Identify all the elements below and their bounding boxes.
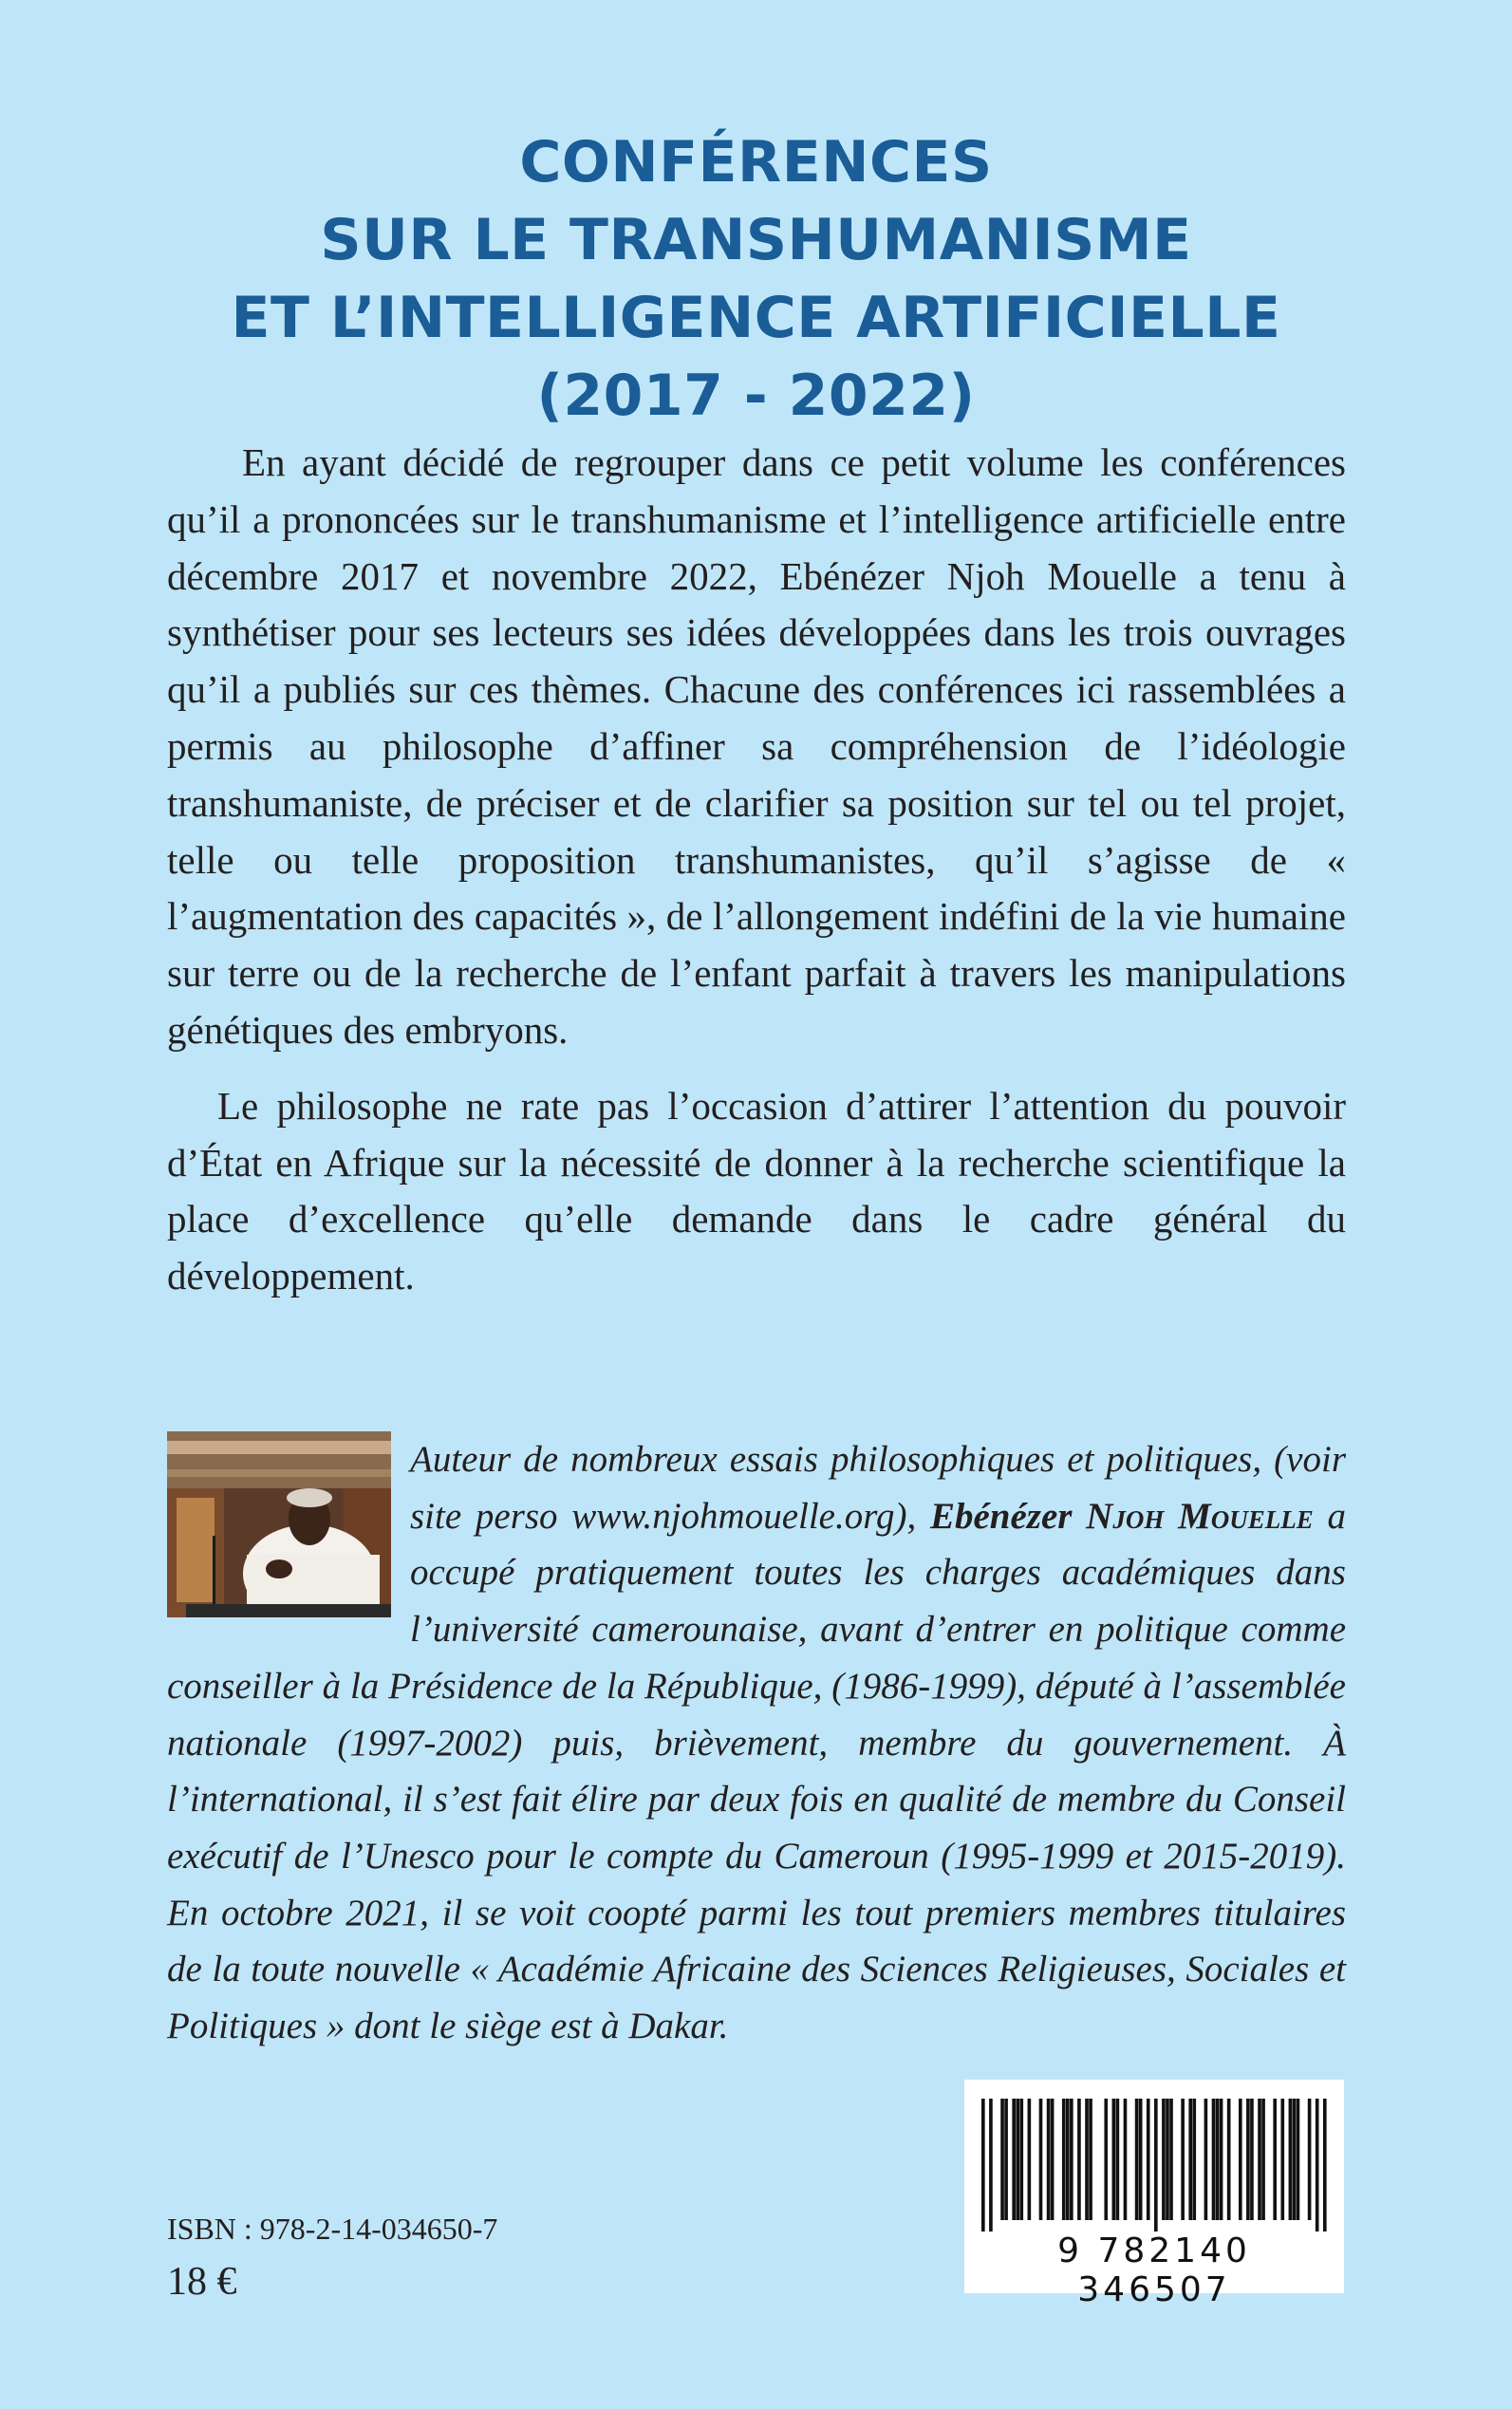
barcode-bar — [1188, 2099, 1192, 2220]
barcode-bar — [1116, 2099, 1120, 2220]
barcode-bar — [1204, 2099, 1208, 2220]
barcode-bar — [1004, 2099, 1008, 2220]
barcode-bar — [1089, 2099, 1092, 2220]
barcode-bar — [1066, 2099, 1070, 2220]
barcode-bar — [1135, 2099, 1139, 2220]
barcode-bar — [1250, 2099, 1254, 2220]
barcode-bar — [1070, 2099, 1073, 2220]
barcode-bar — [1289, 2099, 1293, 2220]
barcode-bar — [1166, 2099, 1169, 2220]
barcode-bar — [1000, 2099, 1004, 2220]
barcode-bar — [1104, 2099, 1108, 2220]
barcode-bar — [1316, 2099, 1319, 2232]
barcode-bar — [1192, 2099, 1196, 2220]
bio-text-before: Auteur de nombreux essais philosophiques et politiques, (voir site perso www.njohmouelle.org), — [410, 1439, 1346, 1537]
author-photo — [167, 1431, 391, 1617]
barcode-bar — [1216, 2099, 1220, 2220]
barcode-bar — [1261, 2099, 1265, 2220]
author-bio-section — [167, 1431, 1346, 2055]
barcode-bar — [1039, 2099, 1043, 2220]
barcode-bar — [1220, 2099, 1223, 2220]
barcode-bar — [1047, 2099, 1051, 2220]
barcode-bar — [1258, 2099, 1261, 2220]
barcode-bar — [981, 2099, 985, 2232]
barcode-bar — [1239, 2099, 1242, 2220]
price: 18 € — [167, 2260, 237, 2304]
barcode-bar — [1147, 2099, 1150, 2220]
title-line-4: (2017 - 2022) — [536, 363, 976, 429]
title-line-1: CONFÉRENCES — [519, 129, 993, 196]
summary-text — [167, 435, 1346, 1305]
barcode-bar — [1212, 2099, 1216, 2220]
book-title — [0, 123, 1512, 435]
barcode-bar — [1028, 2099, 1032, 2220]
barcode-bar — [1181, 2099, 1185, 2220]
author-photo-illustration — [167, 1431, 391, 1617]
barcode-bar — [1280, 2099, 1284, 2220]
barcode-bar — [1297, 2099, 1300, 2220]
barcode-bar — [1227, 2099, 1231, 2220]
barcode-bar — [1016, 2099, 1019, 2220]
barcode-bar — [1154, 2099, 1158, 2232]
barcode-bar — [1169, 2099, 1173, 2220]
barcode-bar — [1012, 2099, 1016, 2220]
author-first-name: Ebénézer — [929, 1495, 1087, 1537]
barcode-bar — [1077, 2099, 1081, 2220]
barcode-bar — [1308, 2099, 1312, 2220]
isbn: ISBN : 978-2-14-034650-7 — [167, 2212, 498, 2246]
author-last-name: Njoh Mouelle — [1086, 1495, 1314, 1537]
bio-text-after: a occupé pratiquement toutes les charges académiques dans l’université camerounaise, avant d’entrer en politique comme conseiller à la Présidence de la République, (1986-1999), député à l’assemblée nationale (1997-2002) puis, brièvement, membre du gouvernement. À l’international, il s’est fait élire par deux fois en qualité de membre du Conseil exécutif de l’Unesco pour le compte du Cameroun (1995-1999 et 2015-2019). En octobre 2021, il se voit coopté parmi les tout premiers membres titulaires de la toute nouvelle « Académie Africaine des Sciences Religieuses, Sociales et Politiques » dont le siège est à Dakar. — [167, 1495, 1347, 2047]
barcode-bar — [1062, 2099, 1066, 2220]
barcode — [964, 2080, 1344, 2309]
author-name — [930, 1496, 1314, 1537]
barcode-bar — [1139, 2099, 1143, 2220]
barcode-bar — [989, 2099, 993, 2232]
summary-paragraph-1: En ayant décidé de regrouper dans ce petit volume les conférences qu’il a prononcées sur le transhumanisme et l’intelligence artificielle entre décembre 2017 et novembre 2022, Ebénézer Njoh Mouelle a tenu à synthétiser pour ses lecteurs ses idées développées dans les trois ouvrages qu’il a publiés sur ces thèmes. Chacune des conférences ici rassemblées a permis au philosophe d’affiner sa compréhension de l’idéologie transhumaniste, de préciser et de clarifier sa position sur tel ou tel projet, telle ou telle proposition transhumanistes, qu’il s’agisse de « l’augmentation des capacités », de l’allongement indéfini de la vie humaine sur terre ou de la recherche de l’enfant parfait à travers les manipulations génétiques des embryons. — [167, 440, 1346, 1052]
barcode-bar — [1124, 2099, 1128, 2220]
summary-paragraph-2: Le philosophe ne rate pas l’occasion d’attirer l’attention du pouvoir d’État en Afrique sur la nécessité de donner à la recherche scientifique la place d’excellence qu’elle demande dans le cadre général du développement. — [167, 1083, 1346, 1298]
title-line-3: ET L’INTELLIGENCE ARTIFICIELLE — [231, 285, 1281, 351]
barcode-bars — [981, 2099, 1327, 2232]
barcode-bar — [1273, 2099, 1277, 2220]
barcode-bar — [1019, 2099, 1023, 2220]
barcode-bar — [1323, 2099, 1327, 2232]
barcode-bar — [1085, 2099, 1089, 2220]
barcode-bar — [1112, 2099, 1116, 2220]
barcode-bar — [1162, 2099, 1166, 2220]
barcode-digits: 9 782140 346507 — [1057, 2232, 1251, 2309]
title-line-2: SUR LE TRANSHUMANISME — [320, 207, 1192, 273]
barcode-bar — [1293, 2099, 1297, 2220]
barcode-bar — [1051, 2099, 1055, 2220]
barcode-bar — [1246, 2099, 1250, 2220]
